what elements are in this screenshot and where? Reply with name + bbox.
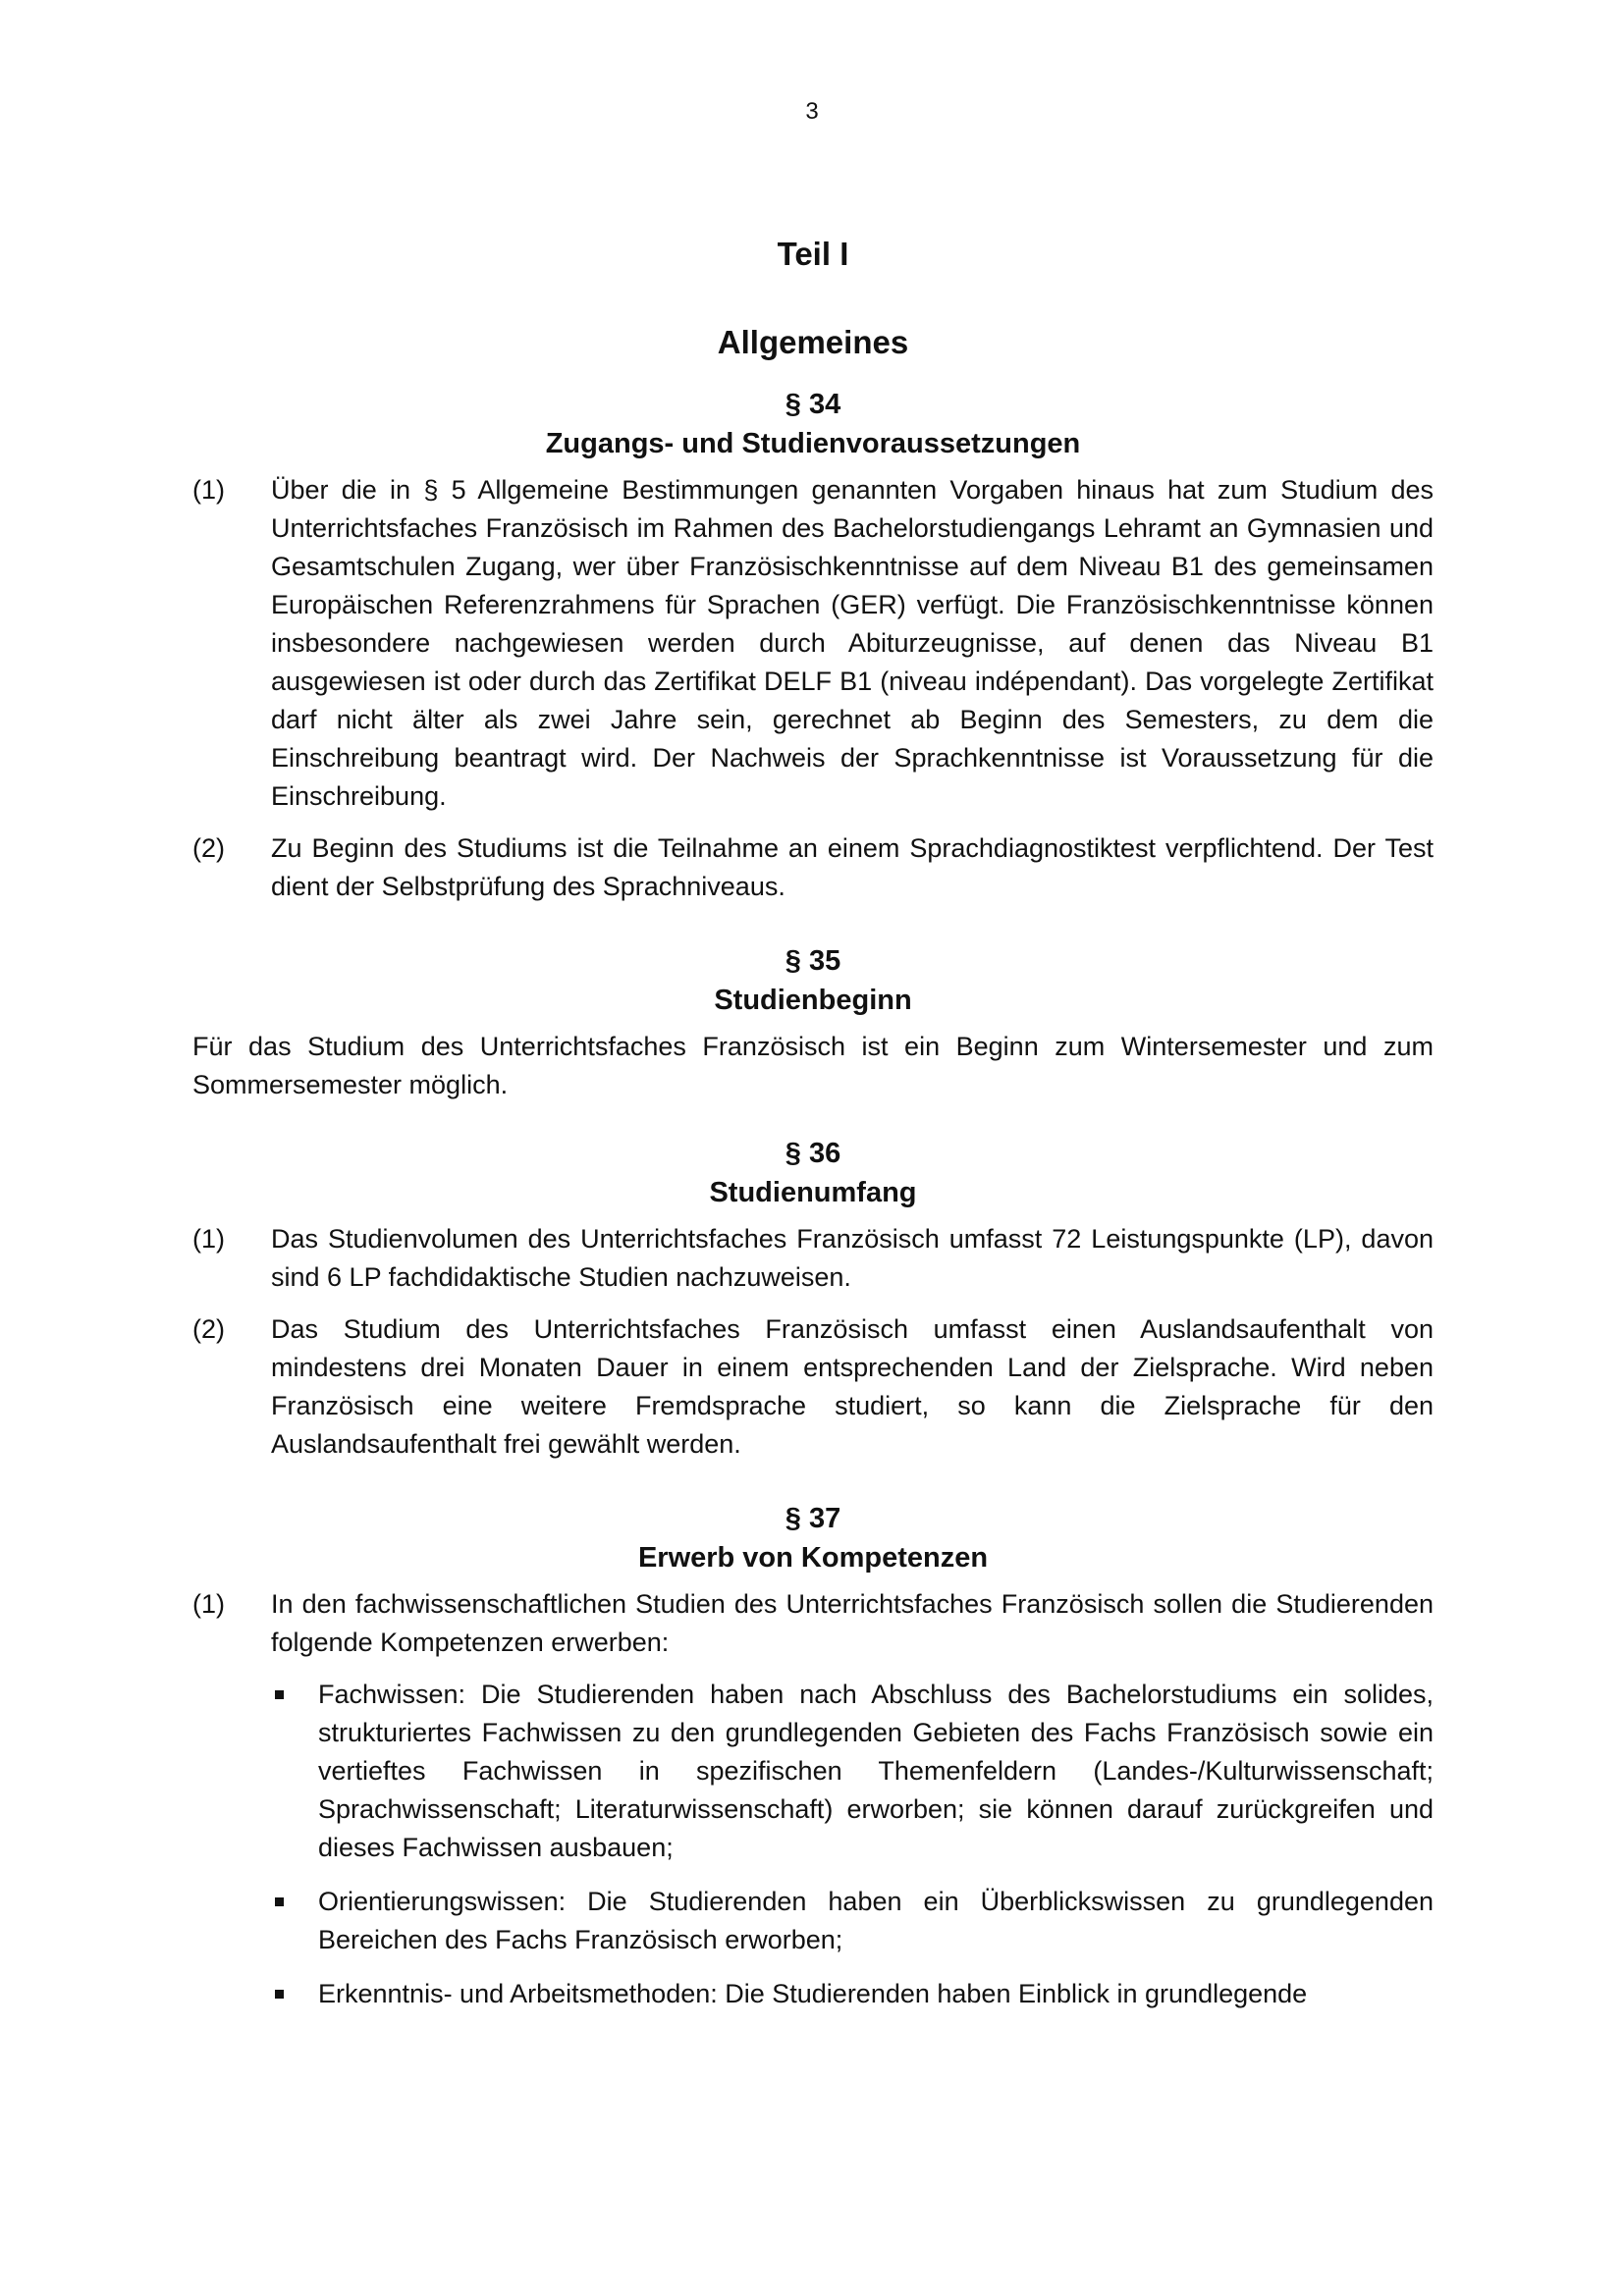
list-item-text: Orientierungswissen: Die Studierenden haben ein Überblickswissen zu grundlegenden Bereichen des Fachs Französisch erworben; (318, 1887, 1434, 1954)
section-34-number: § 34 (785, 389, 841, 420)
section-37-number: § 37 (785, 1503, 841, 1534)
list-item (271, 1975, 1434, 2013)
section-36-paragraph-1 (192, 1220, 1434, 1297)
section-35-number: § 35 (785, 945, 841, 977)
paragraph-number: (1) (192, 1589, 225, 1619)
section-36-title: Studienumfang (709, 1177, 917, 1208)
square-bullet-icon (271, 1883, 318, 1959)
competence-list (192, 1676, 1434, 2013)
paragraph-text: In den fachwissenschaftlichen Studien des Unterrichtsfaches Französisch sollen die Studierenden folgende Kompetenzen erwerben: (271, 1589, 1434, 1657)
spacer (192, 1477, 1434, 1499)
section-34-paragraph-1 (192, 471, 1434, 816)
section-35-text: Für das Studium des Unterrichtsfaches Französisch ist ein Beginn zum Wintersemester und zum Sommersemester möglich. (192, 1032, 1434, 1099)
list-item (271, 1883, 1434, 1959)
paragraph-text: Das Studienvolumen des Unterrichtsfaches Französisch umfasst 72 Leistungspunkte (LP), davon sind 6 LP fachdidaktische Studien nachzuweisen. (271, 1224, 1434, 1292)
page-number: 3 (805, 98, 819, 125)
paragraph-number: (1) (192, 475, 225, 505)
spacer (192, 920, 1434, 941)
paragraph-text: Das Studium des Unterrichtsfaches Französisch umfasst einen Auslandsaufenthalt von mindestens drei Monaten Dauer in einem entsprechenden Land der Zielsprache. Wird neben Französisch eine weitere Fremdsprache studiert, so kann die Zielsprache für den Auslandsaufenthalt frei gewählt werden. (271, 1314, 1434, 1459)
list-item-text: Erkenntnis- und Arbeitsmethoden: Die Studierenden haben Einblick in grundlegende (318, 1979, 1308, 2008)
section-34-title: Zugangs- und Studienvoraussetzungen (545, 428, 1081, 459)
section-36-heading (192, 1134, 1434, 1212)
list-item (271, 1676, 1434, 1867)
section-35-heading (192, 941, 1434, 1020)
part-subtitle: Allgemeines (717, 324, 909, 360)
paragraph-text: Zu Beginn des Studiums ist die Teilnahme an einem Sprachdiagnostiktest verpflichtend. Der Test dient der Selbstprüfung des Sprachniveaus. (271, 833, 1434, 901)
list-item-text: Fachwissen: Die Studierenden haben nach Abschluss des Bachelorstudiums ein solides, strukturiertes Fachwissen zu den grundlegenden Gebieten des Fachs Französisch sowie ein vertieftes Fachwissen in spezifischen Themenfeldern (Landes-/Kulturwissenschaft; Sprachwissenschaft; Literaturwissenschaft) erworben; sie können darauf zurückgreifen und dieses Fachwissen ausbauen; (318, 1680, 1434, 1862)
part-title: Teil I (777, 236, 849, 272)
paragraph-number: (2) (192, 1314, 225, 1344)
square-bullet-icon (271, 1676, 318, 1867)
document-body (192, 234, 1434, 2029)
section-37-title: Erwerb von Kompetenzen (637, 1542, 989, 1574)
paragraph-number: (1) (192, 1224, 225, 1254)
section-34-paragraph-2 (192, 829, 1434, 906)
paragraph-text: Über die in § 5 Allgemeine Bestimmungen genannten Vorgaben hinaus hat zum Studium des Unterrichtsfaches Französisch im Rahmen des Bachelorstudiengangs Lehramt an Gymnasien und Gesamtschulen Zugang, wer über Französischkenntnisse auf dem Niveau B1 des gemeinsamen Europäischen Referenzrahmens für Sprachen (GER) verfügt. Die Französischkenntnisse können insbesondere nachgewiesen werden durch Abiturzeugnisse, auf denen das Niveau B1 ausgewiesen ist oder durch das Zertifikat DELF B1 (niveau indépendant). Das vorgelegte Zertifikat darf nicht älter als zwei Jahre sein, gerechnet ab Beginn des Semesters, zu dem die Einschreibung beantragt wird. Der Nachweis der Sprachkenntnisse ist Voraussetzung für die Einschreibung. (271, 475, 1434, 811)
section-36-number: § 36 (785, 1138, 841, 1169)
section-36-paragraph-2 (192, 1310, 1434, 1464)
section-34-heading (192, 385, 1434, 463)
square-bullet-icon (271, 1975, 318, 2013)
section-37-heading (192, 1499, 1434, 1577)
paragraph-number: (2) (192, 833, 225, 863)
section-35-title: Studienbeginn (714, 985, 912, 1016)
section-37-paragraph-1 (192, 1585, 1434, 1662)
